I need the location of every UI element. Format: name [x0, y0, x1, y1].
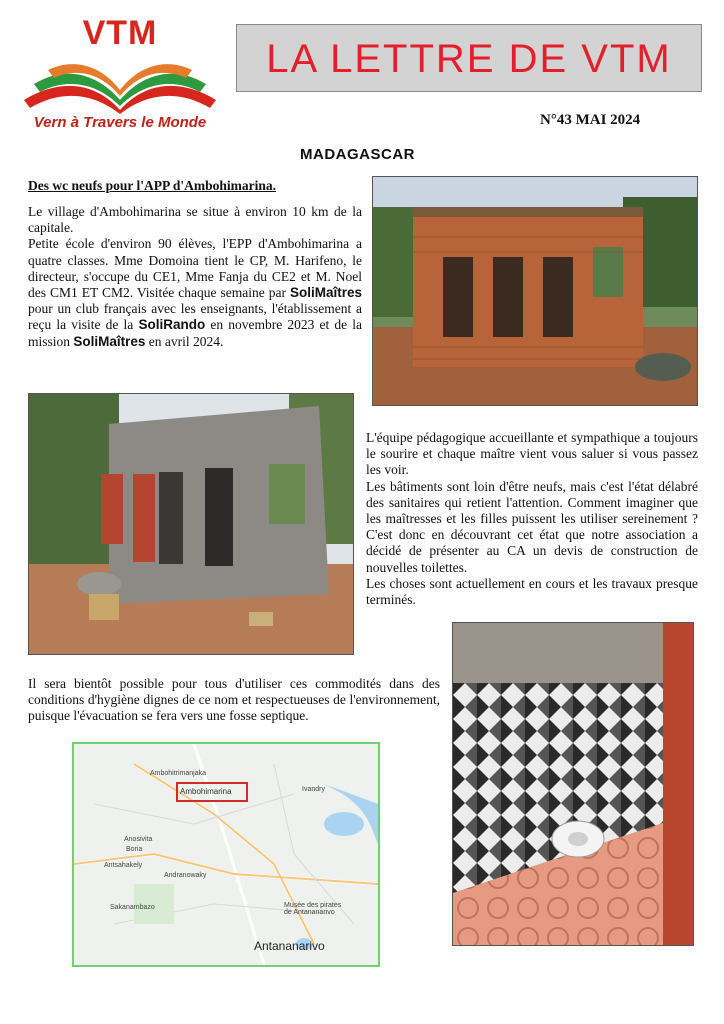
map-label: Musée des pirates de Antananarivo	[284, 902, 342, 916]
photo-tiled-toilet-interior	[452, 622, 694, 946]
body-paragraph: Les bâtiments sont loin d'être neufs, mais c'est l'état délabré des sanitaires qui retient l'attention. Comment imaginer que les maîtresses et les filles puissent les utiliser sereinement ? C'est donc en découvrant cet état que notre association a décidé de présenter au CA un devis de construction de nouvelles toilettes.	[366, 478, 698, 575]
photo-concrete-toilet-block	[28, 393, 354, 655]
map-label: Boria	[126, 846, 143, 853]
map-label: Ivandry	[302, 786, 325, 793]
intro-text-part: en avril 2024.	[145, 333, 224, 349]
newsletter-title-box	[236, 24, 702, 92]
brand-solimaitres: SoliMaîtres	[289, 285, 362, 301]
vtm-logo	[20, 14, 220, 134]
issue-number: N°43 MAI 2024	[540, 112, 641, 128]
intro-text	[28, 204, 362, 350]
location-map	[72, 742, 380, 967]
article-headline: Des wc neufs pour l'APP d'Ambohimarina.	[28, 178, 277, 193]
map-city-label: Antananarivo	[254, 939, 325, 953]
brand-solirando: SoliRando	[138, 317, 206, 333]
logo-tagline: Vern à Travers le Monde	[33, 114, 207, 131]
body-text-bottom: Il sera bientôt possible pour tous d'utiliser ces commodités dans des conditions d'hygiène dignes de ce nom et respectueuses de l'environnement, puisque l'évacuation se fera vers une fosse septique.	[28, 676, 440, 724]
logo-title: VTM	[82, 14, 158, 52]
map-label: Anosivita	[124, 836, 153, 843]
intro-paragraph-2	[28, 236, 362, 349]
region-heading: MADAGASCAR	[300, 146, 415, 163]
map-label: Sakanambazo	[110, 904, 155, 911]
map-highlight-label: Ambohimarina	[180, 787, 232, 796]
map-label: Antsahakely	[104, 862, 143, 869]
map-label: Ambohitrimanjaka	[150, 770, 207, 777]
intro-text-part: Petite école d'environ 90 élèves, l'EPP d'Ambohimarina a quatre classes. Mme Domoina tient le CP, M. Harifeno, le directeur, s'occupe du CE1, Mme Fanja du CE2 et M. Noel des CM1 ET CM2. Visitée chaque semaine par	[28, 236, 362, 301]
map-background	[74, 744, 378, 965]
intro-paragraph-1: Le village d'Ambohimarina se situe à environ 10 km de la capitale.	[28, 204, 362, 236]
photo-brick-toilets-construction	[372, 176, 698, 406]
intro-text-part: en novembre 2023 et de la mission	[28, 317, 362, 349]
body-text-right	[366, 430, 698, 608]
map-label: Andranowaky	[164, 872, 207, 879]
open-book-icon	[20, 52, 220, 114]
brand-solimaitres: SoliMaîtres	[73, 333, 146, 349]
body-paragraph: Les choses sont actuellement en cours et les travaux presque terminés.	[366, 575, 698, 608]
newsletter-title: LA LETTRE DE VTM	[266, 37, 672, 81]
body-paragraph: L'équipe pédagogique accueillante et sympathique a toujours le sourire et chaque maître vient vous saluer si vous passez les voir.	[366, 430, 698, 478]
intro-text-part: pour un club français avec les enseignants, l'établissement a reçu la visite de la	[28, 301, 362, 333]
